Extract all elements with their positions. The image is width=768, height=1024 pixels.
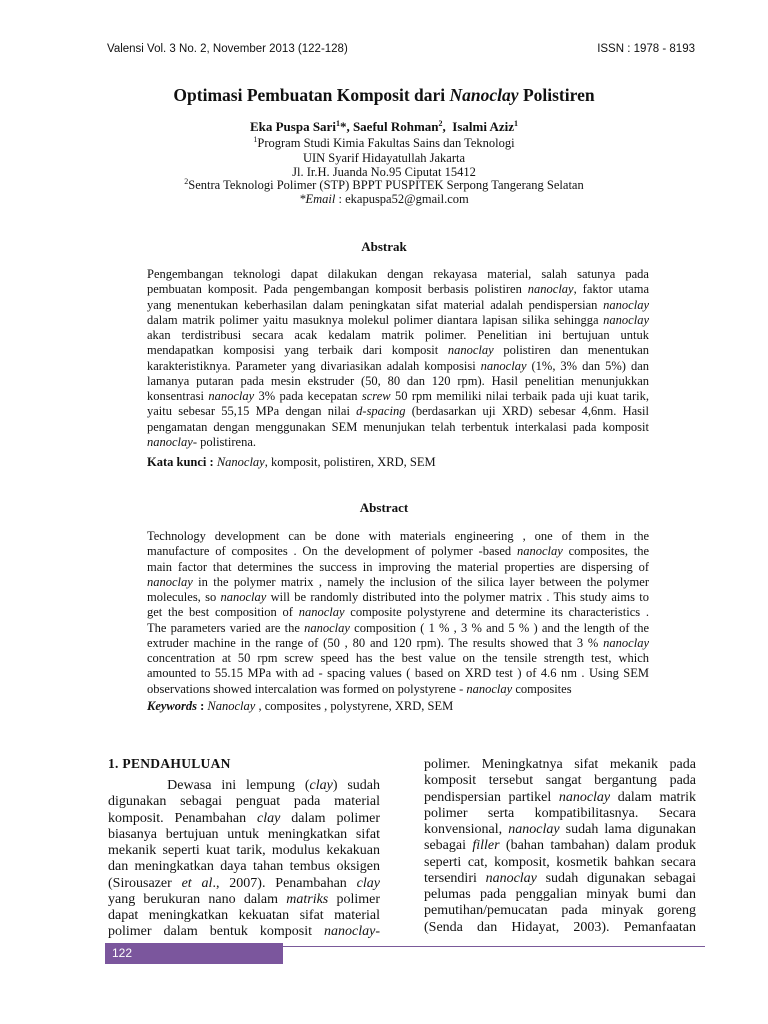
body-column-left xyxy=(108,778,380,941)
issn: ISSN : 1978 - 8193 xyxy=(597,43,695,55)
italic-term: filler xyxy=(472,838,500,854)
affiliation-mark: 1 xyxy=(253,135,258,144)
author-affiliation-mark: 1 xyxy=(335,119,340,128)
text-line xyxy=(424,822,696,838)
italic-term: nanoclay xyxy=(603,635,649,650)
text-run: pengamatan dengan menggunakan SEM menunjukan telah terbentuk interkalasi pada komposit xyxy=(147,419,649,434)
text-run: dalam matrik polimer yaitu masuknya molekul polimer diantara lapisan silika sehingga xyxy=(147,312,604,327)
text-line xyxy=(108,876,380,892)
text-run: mekanik seperti kuat tarik, modulus kekakuan xyxy=(108,843,380,858)
paper-title xyxy=(0,87,768,105)
author-name: Saeful Rohman xyxy=(352,119,439,134)
text-run: polimer dalam bentuk komposit xyxy=(108,924,324,940)
footer-rule xyxy=(283,946,705,947)
kata-kunci-list: , komposit, polistiren, XRD, SEM xyxy=(264,455,436,469)
email-address: : ekapuspa52@gmail.com xyxy=(335,192,469,206)
text-run: pendispersian partikel xyxy=(424,789,559,805)
italic-term: d-spacing xyxy=(356,404,406,419)
text-line xyxy=(424,757,696,773)
author-affiliation-mark: 2 xyxy=(438,119,443,128)
text-line xyxy=(108,924,380,940)
text-line xyxy=(147,343,649,358)
text-run: (berdasarkan uji XRD) sebesar 4,6nm. Hasil xyxy=(405,404,649,419)
text-run: composites, the xyxy=(562,544,649,559)
affiliation-1-line-2: UIN Syarif Hidayatullah Jakarta xyxy=(302,151,466,165)
text-line xyxy=(147,666,649,681)
text-line xyxy=(147,682,649,697)
text-line xyxy=(147,636,649,651)
text-run: mendapatkan komposisi yang terbaik dari komposit xyxy=(147,343,448,358)
page-number: 122 xyxy=(112,946,133,960)
text-run: polimer xyxy=(328,891,380,907)
text-run: Dewasa ini lempung ( xyxy=(108,778,310,793)
text-run: composition ( 1 % , 3 % and 5 % ) and the length of the xyxy=(349,620,649,635)
text-line xyxy=(108,843,380,859)
text-run: dapat meningkatkan kekuatan sifat material xyxy=(108,908,380,923)
abstract-body xyxy=(147,529,649,697)
text-run: komposit tersebut sangat bergantung pada xyxy=(424,773,696,789)
italic-term: et al xyxy=(181,875,213,891)
text-run: concentration at 50 rpm screw speed has the best value on the tensile strength test, which xyxy=(147,651,649,665)
italic-term: nanoclay xyxy=(208,389,255,403)
text-line xyxy=(147,435,649,450)
text-run: lamanya putaran pada mesin ekstruder (50, 80 dan 120 rpm). Hasil penelitian menunjukkan xyxy=(147,373,649,388)
text-run: dan meningkatkan daya tahan tembus oksigen xyxy=(108,859,380,875)
text-line xyxy=(147,590,649,605)
text-line xyxy=(424,838,696,854)
text-line xyxy=(108,859,380,875)
italic-term: nanoclay xyxy=(324,924,376,940)
text-run: polistiren dan menentukan xyxy=(493,343,649,358)
text-line xyxy=(108,811,380,827)
italic-term: nanoclay xyxy=(466,681,513,696)
text-run: sudah lama digunakan xyxy=(559,822,696,837)
italic-term: matriks xyxy=(286,891,329,907)
text-line xyxy=(147,374,649,389)
text-run: konvensional, xyxy=(424,822,509,837)
text-run: extruder machine in the range of (50 , 80 and 120 rpm). The results showed that 3 % xyxy=(147,635,604,650)
kata-kunci xyxy=(147,456,436,469)
text-line xyxy=(108,778,380,794)
text-line xyxy=(147,267,649,282)
affiliation-2 xyxy=(0,179,768,192)
italic-term: nanoclay xyxy=(304,620,350,635)
text-line xyxy=(424,871,696,887)
text-line xyxy=(424,773,696,789)
text-line xyxy=(147,651,649,666)
text-line xyxy=(147,575,649,590)
italic-term: nanoclay xyxy=(298,605,345,620)
text-line xyxy=(424,887,696,903)
italic-term: nanoclay xyxy=(480,358,527,373)
text-run: ., 2007). Penambahan xyxy=(212,875,357,891)
text-run: ) sudah xyxy=(332,778,380,793)
text-run: polimer serta kompatibilitasnya. Secara xyxy=(424,805,696,821)
corresponding-email xyxy=(0,193,768,206)
text-run: 50 rpm memiliki nilai terbaik pada uji kuat tarik, xyxy=(390,389,649,403)
affiliation-text: Program Studi Kimia Fakultas Sains dan Teknologi xyxy=(257,136,515,150)
italic-term: clay xyxy=(309,778,333,793)
text-line xyxy=(147,404,649,419)
text-run: composite polystyrene and determine its characteristics . xyxy=(344,605,649,620)
title-text: Optimasi Pembuatan Komposit dari xyxy=(173,85,450,105)
text-line xyxy=(147,420,649,435)
title-text-end: Polistiren xyxy=(518,85,595,105)
text-run: (bahan tambahan) dalam produk xyxy=(499,838,696,854)
text-run: karakteristiknya. Parameter yang divariasikan adalah komposisi xyxy=(147,358,481,373)
text-line xyxy=(147,359,649,374)
italic-term: nanoclay xyxy=(516,544,563,559)
journal-citation: Valensi Vol. 3 No. 2, November 2013 (122-128) xyxy=(107,43,348,55)
author-affiliation-mark: 1 xyxy=(514,119,519,128)
text-run: sudah digunakan sebagai xyxy=(536,870,696,886)
text-run: - xyxy=(375,924,380,940)
text-line xyxy=(147,621,649,636)
text-line xyxy=(108,827,380,843)
author-separator: *, xyxy=(339,119,350,134)
text-run: akan terdistribusi secara acak kedalam matrik polimer. Penelitian ini bertujuan untuk xyxy=(147,328,649,342)
text-run: Technology development can be done with materials engineering , one of them in the xyxy=(147,529,649,543)
text-run: konsentrasi xyxy=(147,389,209,403)
author-name: Eka Puspa Sari xyxy=(249,119,336,134)
text-run: amounted to 55.15 MPa with ad - spacing values ( based on XRD test ) of 4.6 nm . Using SEM xyxy=(147,666,649,681)
keywords-italic: Nanoclay xyxy=(207,699,256,713)
text-line xyxy=(147,529,649,544)
italic-term: screw xyxy=(361,389,391,403)
text-run: dalam polimer xyxy=(280,810,380,826)
italic-term: nanoclay xyxy=(485,870,537,886)
text-line xyxy=(147,313,649,328)
text-run: seperti cat, komposit, kosmetik bahkan secara xyxy=(424,854,696,870)
abstract-heading: Abstract xyxy=(359,500,409,515)
text-run: polimer. Meningkatnya sifat mekanik pada xyxy=(424,757,696,772)
text-run: Pengembangan teknologi dapat dilakukan dengan rekayasa material, salah satunya pada xyxy=(147,267,649,281)
text-line xyxy=(147,328,649,343)
text-run: (Sirousazer xyxy=(108,875,182,891)
text-run: molecules, so xyxy=(147,590,221,604)
text-run: in the polymer matrix , namely the inclusion of the silica layer between the polymer xyxy=(192,574,649,589)
text-line xyxy=(108,794,380,810)
text-run: The parameters varied are the xyxy=(147,620,305,635)
text-run: yang berukuran nano dalam xyxy=(108,891,287,907)
affiliation-mark: 2 xyxy=(184,177,189,186)
text-run: tersendiri xyxy=(424,870,486,886)
text-run: yang menentukan keberhasilan dalam peningkatan sifat material adalah pendispersian xyxy=(147,297,604,312)
affiliation-1-address: Jl. Ir.H. Juanda No.95 Ciputat 15412 xyxy=(292,165,476,179)
text-line xyxy=(424,920,696,936)
text-run: , faktor utama xyxy=(573,282,649,297)
title-italic: Nanoclay xyxy=(449,85,519,105)
section-heading-pendahuluan: 1. PENDAHULUAN xyxy=(108,756,231,771)
text-run: komposit. Penambahan xyxy=(108,810,258,826)
text-run: digunakan sebagai penguat pada material xyxy=(108,794,380,810)
text-run: biasanya bertujuan untuk meningkatkan sifat xyxy=(108,826,380,842)
text-line xyxy=(147,544,649,559)
italic-term: nanoclay xyxy=(147,434,193,449)
italic-term: nanoclay xyxy=(603,312,649,327)
text-line xyxy=(147,282,649,297)
affiliation-1 xyxy=(0,137,768,150)
text-run: (Senda dan Hidayat, 2003). Pemanfaatan xyxy=(424,919,696,935)
kata-kunci-italic: Nanoclay xyxy=(216,455,265,469)
text-run: (1%, 3% dan 5%) dan xyxy=(526,358,649,373)
text-run: observations showed intercalation was formed on polystyrene - xyxy=(147,681,467,696)
text-run: pemutihan/pemucatan pada minyak goreng xyxy=(424,903,696,919)
text-run: dalam matrik xyxy=(610,789,696,805)
author-list xyxy=(0,120,768,133)
italic-term: nanoclay xyxy=(508,822,560,837)
text-run: will be randomly distributed into the polymer matrix . This study aims to xyxy=(266,590,649,604)
text-run: pelumas pada penggalian minyak bumi dan xyxy=(424,887,696,902)
text-line xyxy=(424,855,696,871)
text-line xyxy=(424,903,696,919)
keywords-label: Keywords xyxy=(147,699,197,713)
italic-term: clay xyxy=(356,875,380,891)
text-run: 3% pada kecepatan xyxy=(254,389,362,403)
kata-kunci-label: Kata kunci : xyxy=(147,455,217,469)
italic-term: nanoclay xyxy=(220,590,267,604)
text-line xyxy=(108,892,380,908)
italic-term: nanoclay xyxy=(147,574,193,589)
text-line xyxy=(424,806,696,822)
italic-term: nanoclay xyxy=(447,343,494,358)
author-name: Isalmi Aziz xyxy=(452,119,515,134)
text-run: - polistirena. xyxy=(192,434,257,449)
text-run: composites xyxy=(512,681,572,696)
text-line xyxy=(147,560,649,575)
keywords-list: , composites , polystyrene, XRD, SEM xyxy=(255,699,454,713)
text-line xyxy=(424,790,696,806)
italic-term: nanoclay xyxy=(527,282,574,297)
italic-term: nanoclay xyxy=(603,297,649,312)
email-label: *Email xyxy=(299,192,336,206)
body-column-right xyxy=(424,757,696,936)
text-line xyxy=(147,298,649,313)
abstrak-heading: Abstrak xyxy=(361,239,407,254)
text-run: sebagai xyxy=(424,838,473,854)
text-run: pembuatan komposit. Pada pengembangan komposit berbasis polistiren xyxy=(147,282,528,297)
text-line xyxy=(147,605,649,620)
text-line xyxy=(147,389,649,404)
text-run: manufacture of composites . On the development of polymer -based xyxy=(147,544,517,559)
keywords xyxy=(147,700,453,713)
text-run: yaitu sebesar 55,15 MPa dengan nilai xyxy=(147,404,357,419)
text-run: main factor that determines the success in improving the material properties are dispersing of xyxy=(147,559,649,574)
text-line xyxy=(108,908,380,924)
italic-term: nanoclay xyxy=(558,789,611,805)
text-run: get the best composition of xyxy=(147,605,299,620)
author-separator: , xyxy=(442,119,446,134)
abstrak-body xyxy=(147,267,649,450)
affiliation-text: Sentra Teknologi Polimer (STP) BPPT PUSPITEK Serpong Tangerang Selatan xyxy=(188,178,584,192)
italic-term: clay xyxy=(257,810,281,826)
keywords-colon: : xyxy=(197,699,208,713)
